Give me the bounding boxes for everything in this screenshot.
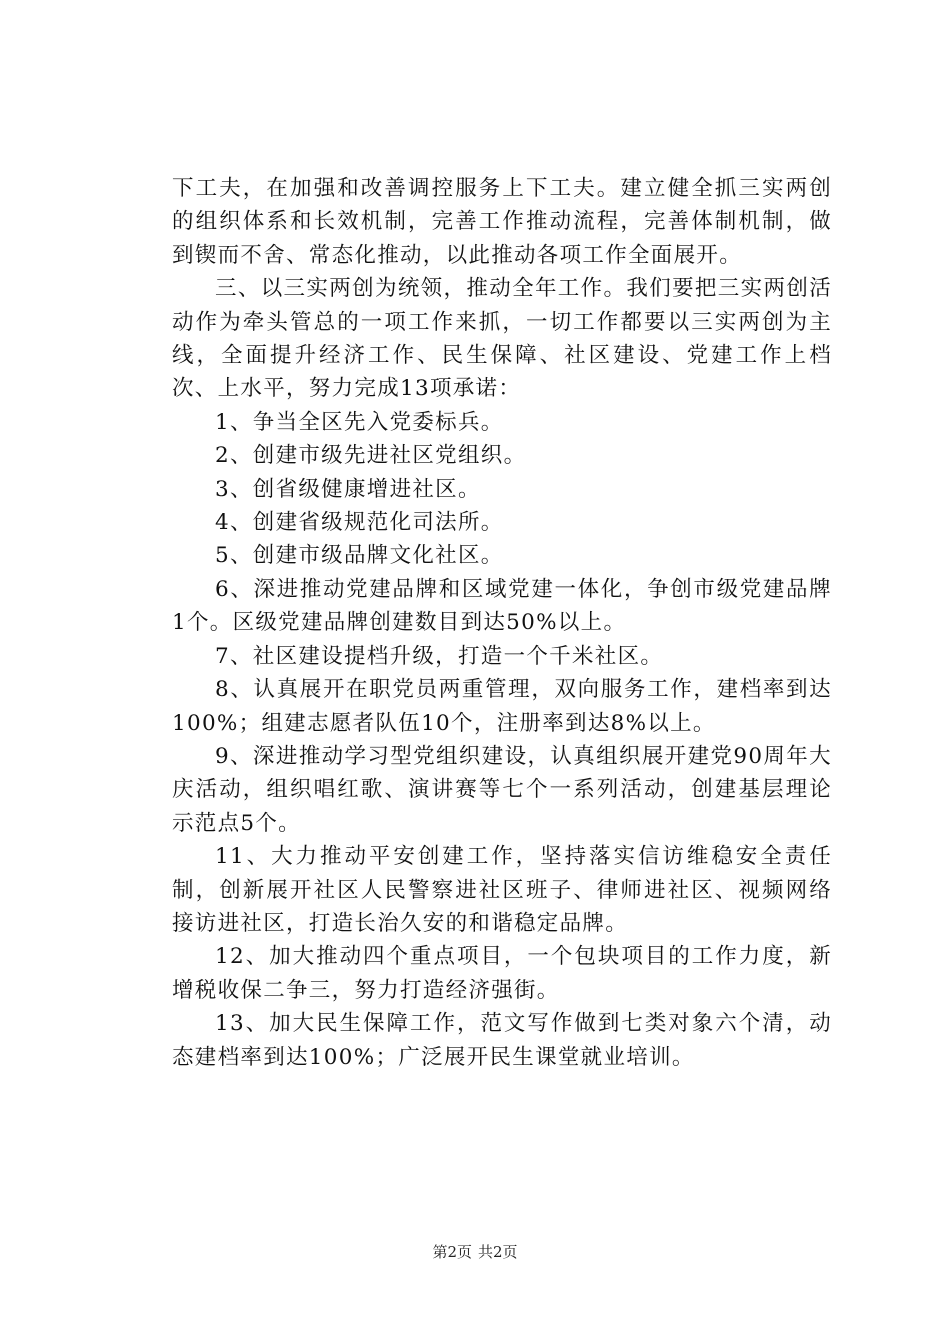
commitment-item-2: 2、创建市级先进社区党组织。 [215,443,527,469]
paragraph-continuation: 下工夫，在加强和改善调控服务上下工夫。建立健全抓三实两创的组织体系和长效机制，完善工作推动流程，完善体制机制，做到锲而不舍、常态化推动，以此推动各项工作全面展开。 [172,176,832,268]
commitment-item-1: 1、争当全区先入党委标兵。 [215,409,504,435]
page-total: 共2页 [478,1243,518,1261]
commitment-item-9: 9、深进推动学习型党组织建设，认真组织展开建党90周年大庆活动，组织唱红歌、演讲赛等七个一系列活动，创建基层理论示范点5个。 [172,743,832,836]
commitment-item-6: 6、深进推动党建品牌和区域党建一体化，争创市级党建品牌1个。区级党建品牌创建数目到达50%以上。 [172,576,832,636]
commitment-item-3: 3、创省级健康增进社区。 [215,476,481,502]
commitment-item-5: 5、创建市级品牌文化社区。 [215,543,504,569]
page-number: 第2页 [432,1243,472,1261]
commitment-item-4: 4、创建省级规范化司法所。 [215,510,504,536]
commitment-item-7: 7、社区建设提档升级，打造一个千米社区。 [215,643,664,669]
page-footer [0,1242,950,1262]
document-body [172,172,832,1074]
paragraph-section-three: 三、以三实两创为统领，推动全年工作。我们要把三实两创活动作为牵头管总的一项工作来抓，一切工作都要以三实两创为主线，全面提升经济工作、民生保障、社区建设、党建工作上档次、上水平，努力完成13项承诺： [172,276,832,402]
commitment-item-12: 12、加大推动四个重点项目，一个包块项目的工作力度，新增税收保二争三，努力打造经济强街。 [172,944,832,1003]
commitment-item-11: 11、大力推动平安创建工作，坚持落实信访维稳安全责任制，创新展开社区人民警察进社区班子、律师进社区、视频网络接访进社区，打造长治久安的和谐稳定品牌。 [172,844,832,936]
commitment-item-8: 8、认真展开在职党员两重管理，双向服务工作，建档率到达100%；组建志愿者队伍10个，注册率到达8%以上。 [172,677,832,736]
commitment-item-13: 13、加大民生保障工作，范文写作做到七类对象六个清，动态建档率到达100%；广泛展开民生课堂就业培训。 [172,1011,832,1070]
